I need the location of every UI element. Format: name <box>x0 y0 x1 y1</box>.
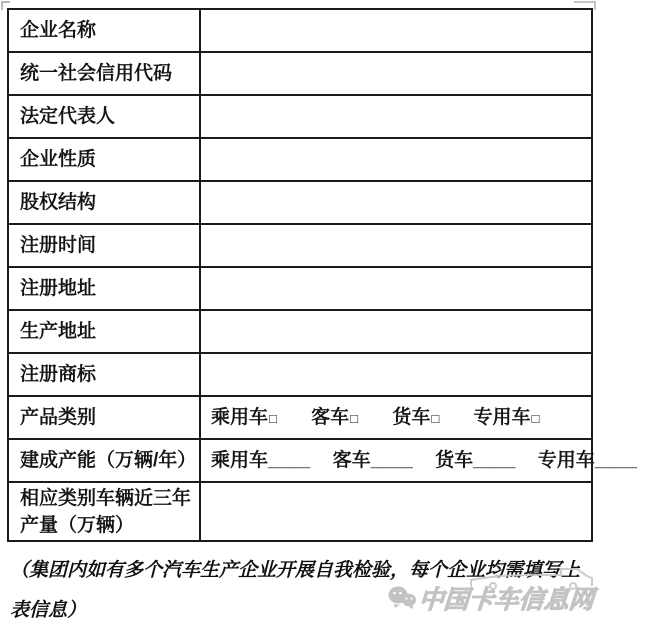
fill-in-blank[interactable]: ____ <box>473 449 516 471</box>
row-value-enterprise-nature[interactable] <box>200 138 592 181</box>
row-label-registration-time: 注册时间 <box>8 224 200 267</box>
blank-special-vehicle[interactable] <box>538 449 637 473</box>
table-row <box>8 138 592 181</box>
checkbox-icon[interactable]: □ <box>269 410 277 426</box>
row-label-product-category: 产品类别 <box>8 396 200 439</box>
wechat-icon <box>387 585 417 611</box>
table-row <box>8 95 592 138</box>
row-label-production-address: 生产地址 <box>8 310 200 353</box>
row-value-production-address[interactable] <box>200 310 592 353</box>
fill-in-blank[interactable]: ____ <box>268 449 311 471</box>
table-row <box>8 439 592 482</box>
row-label-registered-trademark: 注册商标 <box>8 353 200 396</box>
row-label-credit-code: 统一社会信用代码 <box>8 52 200 95</box>
option-label: 专用车 <box>473 406 531 428</box>
blank-label: 客车 <box>332 449 371 471</box>
blank-bus[interactable] <box>333 449 413 473</box>
option-special-vehicle[interactable] <box>473 406 539 430</box>
row-label-three-year-output: 相应类别车辆近三年产量（万辆） <box>8 482 200 541</box>
blank-label: 货车 <box>435 449 474 471</box>
blank-label: 乘用车 <box>211 449 269 471</box>
table-row <box>8 310 592 353</box>
checkbox-icon[interactable]: □ <box>431 410 440 426</box>
row-label-legal-representative: 法定代表人 <box>8 95 200 138</box>
fill-in-blank[interactable]: ____ <box>594 449 638 471</box>
watermark <box>387 572 597 618</box>
row-label-enterprise-nature: 企业性质 <box>8 138 200 181</box>
row-value-registered-address[interactable] <box>200 267 592 310</box>
option-label: 货车 <box>392 406 431 428</box>
footnote-line-2: 表信息） <box>10 600 87 621</box>
blank-truck[interactable] <box>435 449 515 473</box>
built-capacity-blanks <box>200 439 638 482</box>
row-value-equity-structure[interactable] <box>200 181 592 224</box>
table-row <box>8 181 592 224</box>
blank-passenger-car[interactable] <box>211 449 310 473</box>
row-label-registered-address: 注册地址 <box>8 267 200 310</box>
blank-label: 专用车 <box>537 449 595 471</box>
row-value-registered-trademark[interactable] <box>200 353 592 396</box>
row-value-registration-time[interactable] <box>200 224 592 267</box>
option-bus[interactable] <box>311 406 358 430</box>
row-value-credit-code[interactable] <box>200 52 592 95</box>
table-row <box>8 224 592 267</box>
row-label-built-capacity: 建成产能（万辆/年） <box>8 439 200 482</box>
option-label: 客车 <box>311 406 350 428</box>
table-row <box>8 482 592 541</box>
row-label-company-name: 企业名称 <box>8 9 200 52</box>
checkbox-icon[interactable]: □ <box>531 410 540 426</box>
table-row <box>8 353 592 396</box>
row-label-equity-structure: 股权结构 <box>8 181 200 224</box>
row-value-three-year-output[interactable] <box>200 482 592 541</box>
company-info-form-table <box>7 8 638 542</box>
watermark-text: 中国卡车信息网 <box>417 586 595 614</box>
watermark-row <box>387 580 594 616</box>
table-row <box>8 267 592 310</box>
product-category-options <box>200 396 592 439</box>
row-value-legal-representative[interactable] <box>200 95 592 138</box>
footnote-line-1: （集团内如有多个汽车生产企业开展自我检验，每个企业均需填写上 <box>10 560 581 581</box>
table-row <box>8 396 592 439</box>
fill-in-blank[interactable]: ____ <box>370 449 413 471</box>
checkbox-icon[interactable]: □ <box>350 410 359 426</box>
option-label: 乘用车 <box>211 406 269 428</box>
table-row <box>8 52 592 95</box>
row-value-company-name[interactable] <box>200 9 592 52</box>
option-truck[interactable] <box>392 406 439 430</box>
table-row <box>8 9 592 52</box>
option-passenger-car[interactable] <box>211 406 277 430</box>
